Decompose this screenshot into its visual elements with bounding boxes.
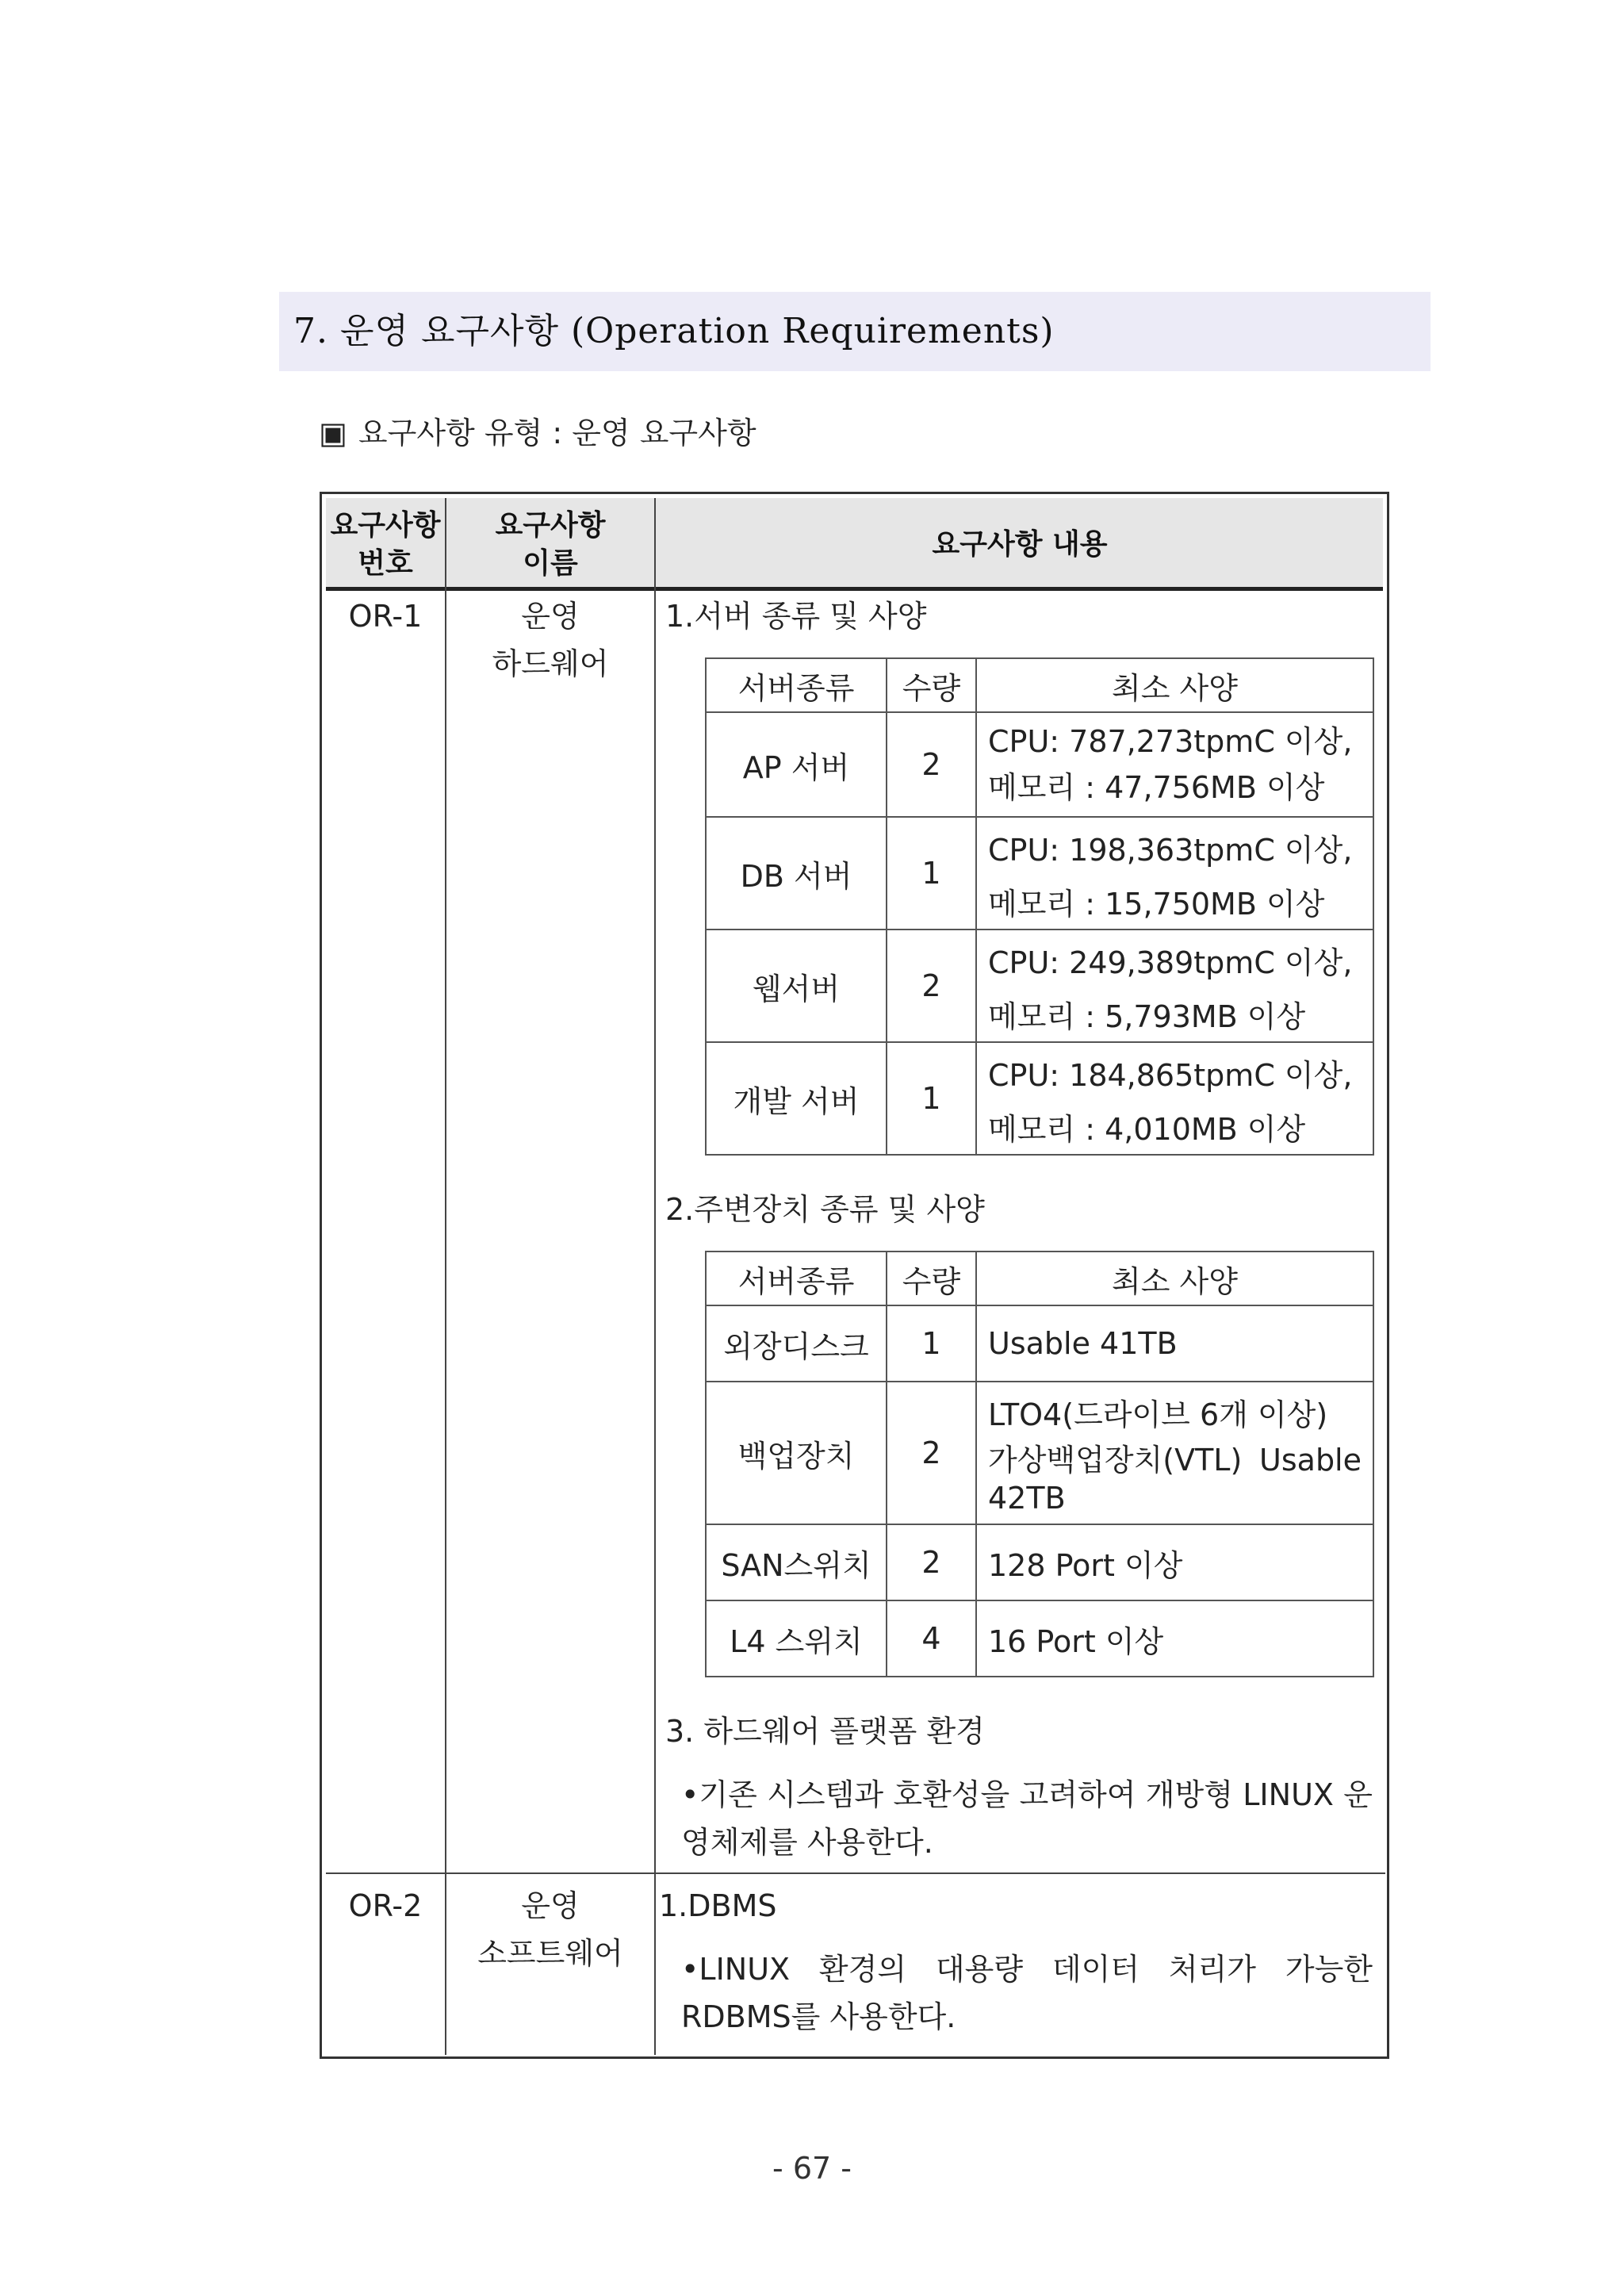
table-row: DB 서버 1 CPU: 198,363tpmC 이상, 메모리 : 15,750MB 이상 [706,817,1373,930]
table-row: 개발 서버 1 CPU: 184,865tpmC 이상, 메모리 : 4,010MB 이상 [706,1042,1373,1155]
table-row: 백업장치 2 LTO4(드라이브 6개 이상) 가상백업장치(VTL) Usable 42TB [706,1382,1373,1524]
peripheral-spec-table [705,1251,1374,1677]
row-id: OR-2 [348,1888,423,1923]
row-id: OR-1 [348,599,423,634]
requirement-type-text: 요구사항 유형 : 운영 요구사항 [358,416,756,450]
row-name: 운영 하드웨어 [492,599,609,681]
dbms-bullet: •LINUX 환경의 대용량 데이터 처리가 가능한 RDBMS를 사용한다. [681,1952,1373,2034]
requirement-type-line [319,411,756,455]
page-number: - 67 - [772,2151,852,2186]
section-title: 7. 운영 요구사항 (Operation Requirements) [279,292,1431,371]
header-id: 요구사항 번호 [330,509,441,580]
peripheral-section-title: 2.주변장치 종류 및 사양 [665,1192,985,1227]
square-bullet-icon: ▣ [319,416,347,450]
platform-bullet: •기존 시스템과 호환성을 고려하여 개방형 LINUX 운영체제를 사용한다. [681,1777,1373,1860]
table-row: 서버종류 수량 최소 사양 [706,658,1373,712]
server-spec-table [705,657,1374,1156]
table-row: L4 스위치 4 16 Port 이상 [706,1600,1373,1677]
server-section-title: 1.서버 종류 및 사양 [665,599,927,634]
table-row: 서버종류 수량 최소 사양 [706,1251,1373,1305]
requirements-table [320,492,1389,2059]
table-row: SAN스위치 2 128 Port 이상 [706,1524,1373,1600]
row-name: 운영 소프트웨어 [477,1888,623,1971]
header-content: 요구사항 내용 [932,528,1108,561]
table-row: AP 서버 2 CPU: 787,273tpmC 이상, 메모리 : 47,756MB 이상 [706,712,1373,817]
table-row: 웹서버 2 CPU: 249,389tpmC 이상, 메모리 : 5,793MB 이상 [706,930,1373,1042]
platform-section-title: 3. 하드웨어 플랫폼 환경 [665,1714,985,1749]
dbms-section-title: 1.DBMS [659,1888,777,1923]
table-row: 외장디스크 1 Usable 41TB [706,1305,1373,1382]
header-name: 요구사항 이름 [495,509,606,580]
